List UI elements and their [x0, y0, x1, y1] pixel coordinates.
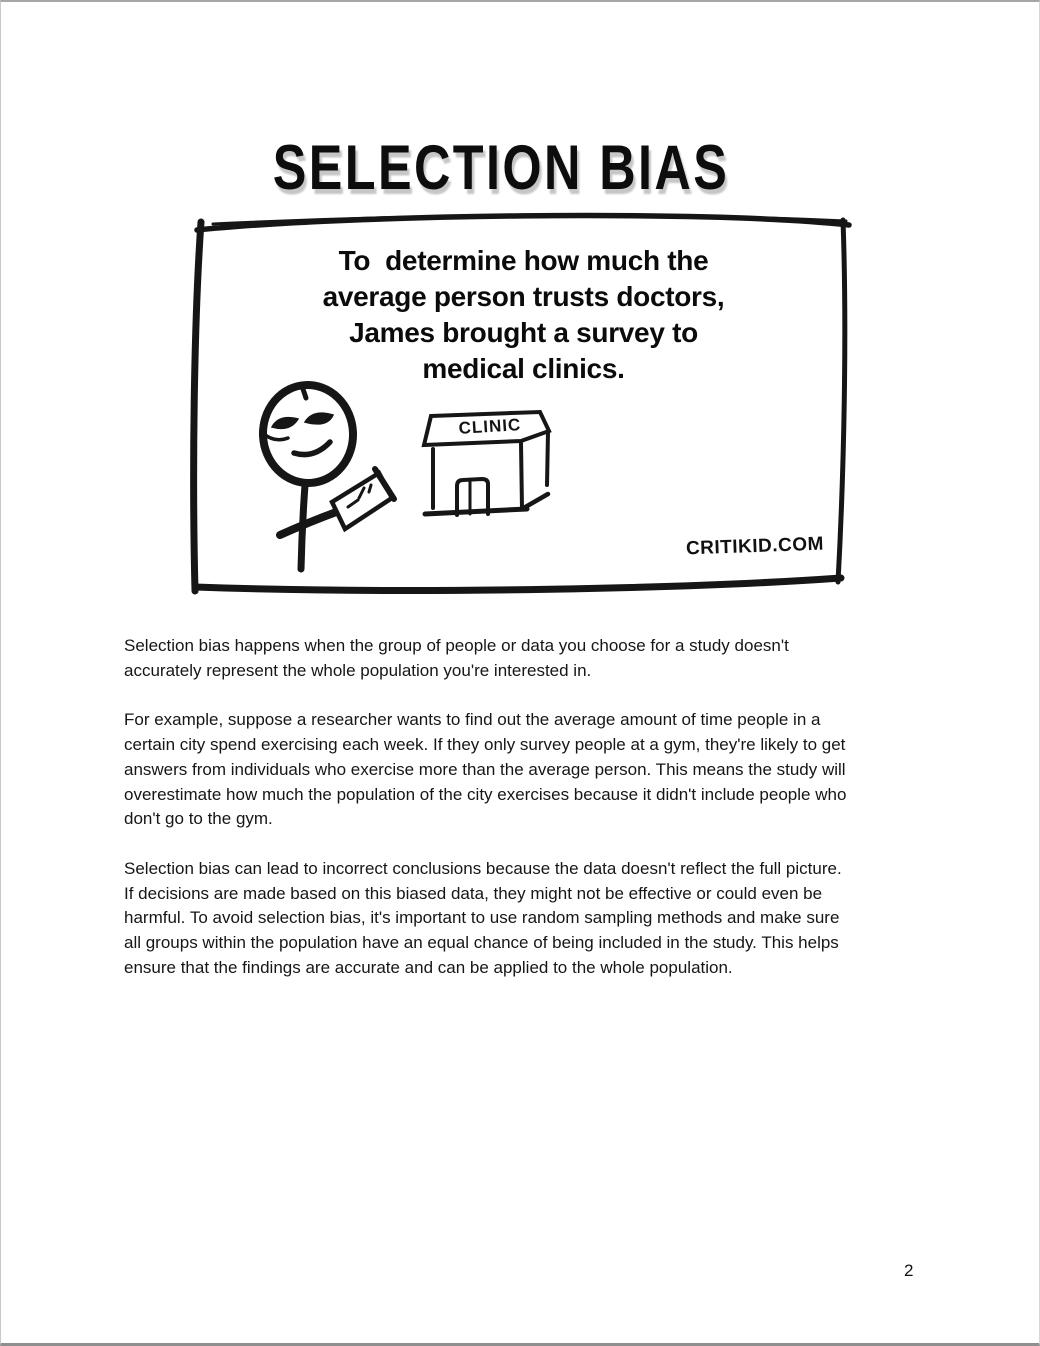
paragraph [124, 708, 846, 832]
comic-title: SELECTION BIAS [272, 133, 730, 203]
body-text [124, 634, 846, 1005]
page-number: 2 [904, 1261, 914, 1280]
body-line: For example, suppose a researcher wants to find out the average amount of time people in a [124, 710, 821, 730]
body-line: don't go to the gym. [124, 809, 273, 829]
body-line: all groups within the population have an equal chance of being included in the study. This helps [124, 933, 839, 953]
clinic-sign-label: CLINIC [458, 415, 522, 438]
stick-figure-icon [260, 383, 394, 569]
caption-line: average person trusts doctors, [322, 281, 725, 312]
body-line: certain city spend exercising each week. If they only survey people at a gym, they're likely to get [124, 735, 846, 755]
caption-line: To determine how much the [338, 245, 709, 276]
comic-caption [202, 243, 845, 387]
body-line: ensure that the findings are accurate and can be applied to the whole population. [124, 957, 733, 977]
body-line: answers from individuals who exercise more than the average person. This means the study will [124, 759, 846, 779]
body-line: harmful. To avoid selection bias, it's important to use random sampling methods and make sure [124, 908, 840, 928]
survey-paper-icon [332, 469, 394, 529]
body-line: overestimate how much the population of the city exercises because it didn't include people who [124, 784, 847, 804]
body-line: Selection bias happens when the group of people or data you choose for a study doesn't [124, 636, 789, 655]
body-line: Selection bias can lead to incorrect conclusions because the data doesn't reflect the full picture. [124, 858, 842, 878]
caption-line: medical clinics. [422, 353, 625, 384]
paragraph [124, 634, 846, 683]
watermark: CRITIKID.COM [685, 533, 825, 560]
caption-line: James brought a survey to [349, 317, 698, 348]
paragraph [124, 857, 846, 981]
body-line: accurately represent the whole population you're interested in. [124, 660, 592, 680]
body-line: If decisions are made based on this biased data, they might not be effective or could even be [124, 883, 823, 903]
